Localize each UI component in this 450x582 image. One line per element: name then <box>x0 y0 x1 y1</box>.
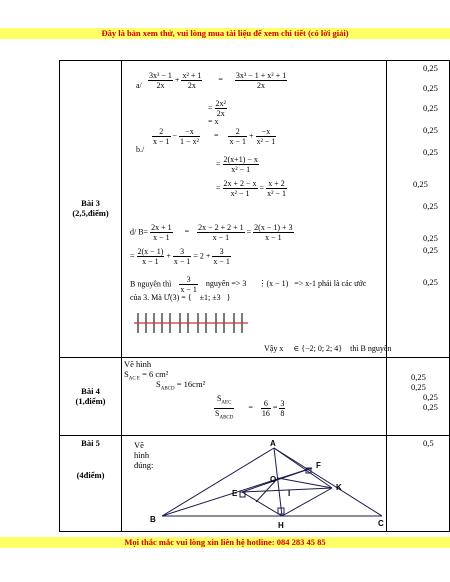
a-line2: = $\frac{\text{2x²}}{2x}$ <box>208 99 226 118</box>
point-F: F <box>316 461 321 470</box>
bai4-points: (1,điểm) <box>75 396 106 406</box>
score: 0,25 <box>423 402 438 412</box>
d-line1: d/ B= $\frac{2x + 1}{x - 1}$ = $\frac{2x - 2 + 2 + 1}{x - 1}$ = $\frac{2(x - 1) + 3}{x - 1}$ <box>130 223 293 242</box>
point-A: A <box>270 439 276 448</box>
point-H: H <box>278 521 284 530</box>
b-label: b./ <box>136 145 145 154</box>
score: 0,25 <box>411 372 426 382</box>
score: 0,25 <box>423 392 438 402</box>
score: 0,25 <box>423 201 438 211</box>
bai5-label-cell <box>60 436 122 532</box>
score: 0,25 <box>423 277 438 287</box>
point-C: C <box>378 519 384 528</box>
score: 0,25 <box>423 233 438 243</box>
score: 0,25 <box>423 147 438 157</box>
bai4-title: Bài 4 <box>81 386 100 396</box>
d-text1: B nguyên thì $\frac{3}{x - 1}$ nguyên => 3 ⋮(x − 1) => x-1 phải là các ước <box>130 275 367 294</box>
score: 0,25 <box>423 83 438 93</box>
bai4-solution-cell <box>122 358 387 436</box>
score: 0,25 <box>423 125 438 135</box>
d-line2: = $\frac{2(x - 1)}{x - 1}$ + $\frac{3}{x - 1}$ = 2 + $\frac{3}{x - 1}$ <box>130 247 230 266</box>
point-O: O <box>270 475 277 484</box>
footer-banner: Mọi thắc mắc vui lòng xin liên hệ hotline: 084 283 45 85 <box>0 537 450 548</box>
score: 0,25 <box>423 63 438 73</box>
b-line1: $\frac{2}{x - 1}$ − $\frac{-x}{\text{1 − x²}}$ = $\frac{2}{x - 1}$ + $\frac{-x}{\text{x² − 1}}$ <box>153 127 276 146</box>
bai3-title: Bài 3 <box>81 198 100 208</box>
bai4-ratio: $\frac{S_{AEC}}{S_{ABCD}}$ = $\frac{6}{16}$ = $\frac{3}{8}$ <box>215 394 285 421</box>
bai3-points: (2,5,điểm) <box>72 208 109 218</box>
bai5-caption: Vẽ hình đúng: <box>134 440 154 470</box>
point-B: B <box>150 515 156 524</box>
bai4-line2: $S_{AC E} = 6$ cm² <box>124 369 169 382</box>
score: 0,25 <box>411 382 426 392</box>
bai3-score-cell <box>387 61 450 358</box>
bai5-solution-cell <box>122 436 387 532</box>
conclusion: Vậy x ∈ {−2; 0; 2; 4} thì B nguyên <box>264 344 392 353</box>
d-text2: của 3. Mà Ư(3) = { ±1; ±3 } <box>130 293 231 302</box>
a-label: a/ <box>136 81 142 90</box>
a-line3: = x <box>208 117 219 126</box>
point-K: K <box>336 483 342 492</box>
bai4-line1: Vẽ hình <box>124 359 152 369</box>
bai4-score-cell <box>387 358 450 436</box>
bai3-label-cell <box>60 61 122 358</box>
bai5-points: (4điểm) <box>76 470 105 480</box>
bai4-label-cell <box>60 358 122 436</box>
score: 0,25 <box>423 245 438 255</box>
bai5-score-cell <box>387 436 450 532</box>
b-line3: = $\frac{2x + 2 - x}{\text{x² − 1}}$ = $\frac{x + 2}{\text{x² − 1}}$ <box>216 179 286 198</box>
score: 0,5 <box>423 438 434 448</box>
header-banner: Đây là bản xem thử, vui lòng mua tài liệu để xem chi tiết (có lời giải) <box>0 28 450 39</box>
point-E: E <box>232 489 238 498</box>
score: 0,25 <box>413 179 428 189</box>
score: 0,25 <box>423 103 438 113</box>
bai4-line3: $S_{ABCD} = 16cm^2$ <box>156 379 206 392</box>
point-I: I <box>288 489 291 498</box>
b-line2: = $\frac{2(x+1) - x}{\text{x² − 1}}$ <box>216 155 258 174</box>
bai5-title: Bài 5 <box>81 438 100 448</box>
answer-table <box>59 60 450 532</box>
handwritten-scribble-image <box>132 309 252 337</box>
bai3-solution-cell <box>122 61 392 358</box>
a-line1: $\frac{\text{3x³ − 1}}{2x}$ + $\frac{\text{x² + 1}}{2x}$ = $\frac{\text{3x³ − 1 + x² + 1}}{2x}$ <box>149 71 287 90</box>
geometry-figure <box>152 436 386 532</box>
